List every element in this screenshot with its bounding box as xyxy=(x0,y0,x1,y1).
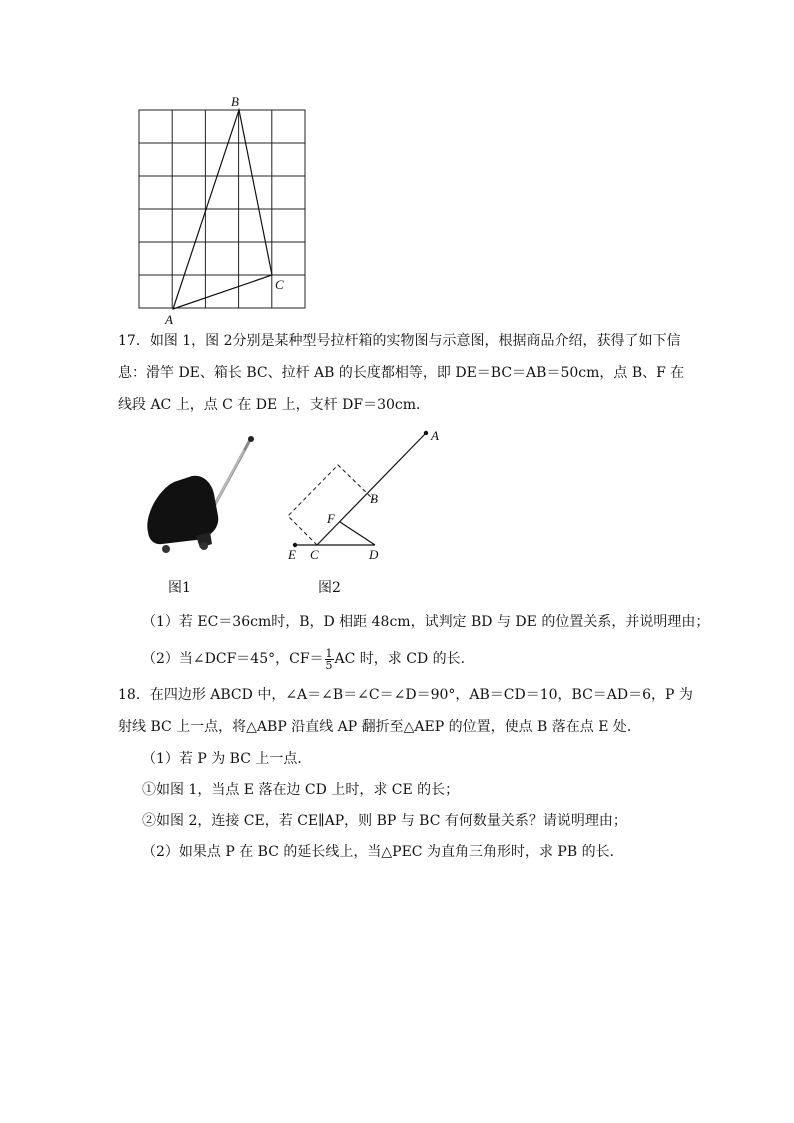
grid-triangle-figure xyxy=(125,92,325,330)
q17-sub-1: （1）若 EC＝36cm时，B，D 相距 48cm，试判定 BD 与 DE 的位置关系，并说明理由； xyxy=(142,614,710,630)
q18-sub-1-i: ①如图 1，当点 E 落在边 CD 上时，求 CE 的长； xyxy=(142,782,460,798)
point-label-b: B xyxy=(231,94,239,109)
schematic-label-a: A xyxy=(431,428,439,443)
schematic-label-b: B xyxy=(370,491,378,506)
q17-number: 17． xyxy=(118,333,150,349)
fraction-numerator: 1 xyxy=(325,646,333,660)
q17-line-2: 息：滑竿 DE、箱长 BC、拉杆 AB 的长度都相等，即 DE＝BC＝AB＝50cm，点 B、F 在 xyxy=(118,365,685,381)
segment-fd xyxy=(340,522,375,545)
q17-line-1 xyxy=(118,332,681,350)
q17-line-3: 线段 AC 上，点 C 在 DE 上，支杆 DF＝30cm． xyxy=(118,397,430,413)
suitcase-outline-dashed xyxy=(288,465,374,545)
q17-sub-2-suffix: AC 时，求 CD 的长． xyxy=(334,651,475,667)
suitcase-schematic-figure xyxy=(280,425,450,570)
segment-ca xyxy=(317,433,426,545)
schematic-label-c: C xyxy=(310,547,319,562)
q18-line-2: 射线 BC 上一点，将△ABP 沿直线 AP 翻折至△AEP 的位置，使点 B 落在点 E 处． xyxy=(118,719,641,735)
fig1-caption: 图1 xyxy=(168,580,191,596)
schematic-label-d: D xyxy=(369,547,379,562)
schematic-label-e: E xyxy=(288,547,296,562)
q18-text-1: 在四边形 ABCD 中，∠A＝∠B＝∠C＝∠D＝90°，AB＝CD＝10，BC＝AD＝6，P 为 xyxy=(149,687,693,703)
q18-sub-1: （1）若 P 为 BC 上一点． xyxy=(142,751,312,767)
suitcase-photo-figure xyxy=(140,432,265,557)
q17-sub-2 xyxy=(142,645,475,673)
q18-sub-2: （2）如果点 P 在 BC 的延长线上，当△PEC 为直角三角形时，求 PB 的长． xyxy=(142,844,624,860)
point-label-c: C xyxy=(275,277,284,292)
point-label-a: A xyxy=(165,312,173,327)
schematic-label-f: F xyxy=(327,511,335,526)
q18-sub-1-ii: ②如图 2，连接 CE，若 CE∥AP，则 BP 与 BC 有何数量关系？请说明理由； xyxy=(142,813,627,829)
q17-sub-2-prefix: （2）当∠DCF＝45°，CF＝ xyxy=(142,651,324,667)
q18-number: 18． xyxy=(118,687,150,703)
fraction-one-fifth xyxy=(325,648,334,671)
q18-line-1 xyxy=(118,686,693,704)
fraction-denominator: 5 xyxy=(325,658,333,672)
fig2-caption: 图2 xyxy=(318,580,341,596)
q17-text-1: 如图 1，图 2分别是某种型号拉杆箱的实物图与示意图，根据商品介绍，获得了如下信 xyxy=(149,333,681,349)
